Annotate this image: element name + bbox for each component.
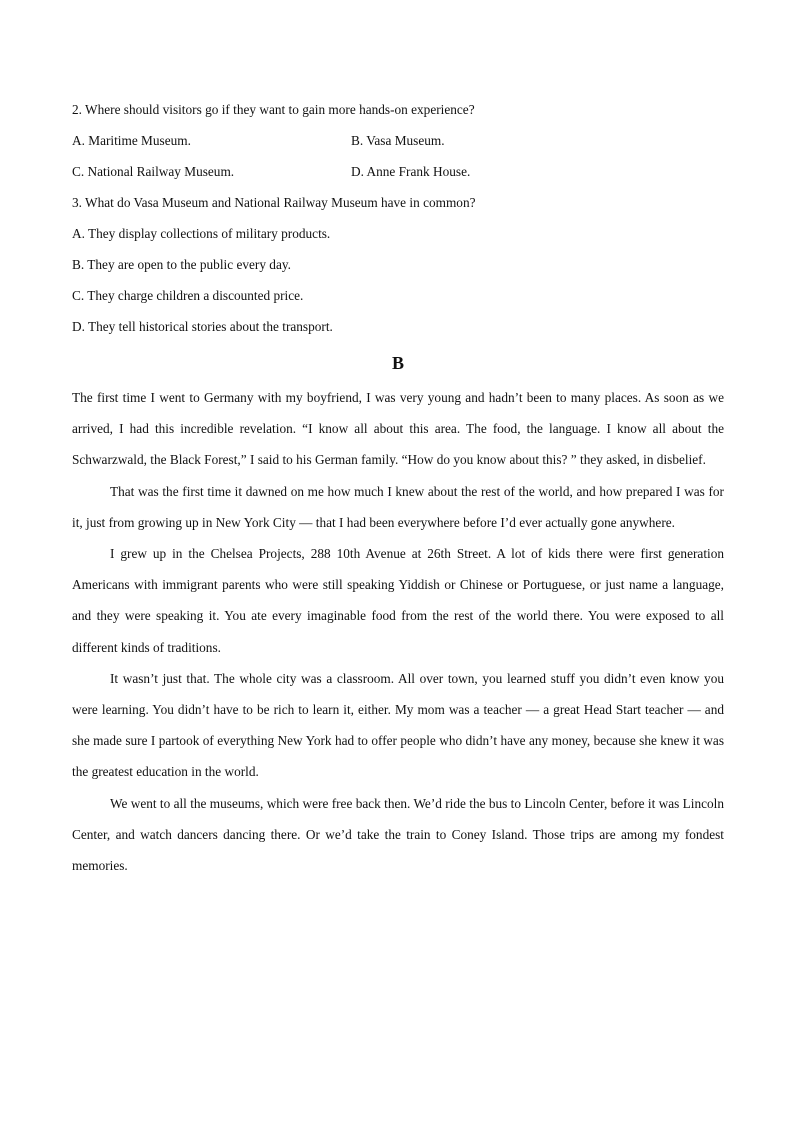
- document-page: [72, 100, 724, 881]
- question-3-option-d: D. They tell historical stories about the transport.: [72, 319, 333, 334]
- question-2-option-c: C. National Railway Museum.: [72, 164, 235, 179]
- section-b-passage: [72, 382, 724, 881]
- question-2-option-a: A. Maritime Museum.: [72, 133, 191, 148]
- question-3-option-a: A. They display collections of military products.: [72, 226, 331, 241]
- question-3-stem: 3. What do Vasa Museum and National Railway Museum have in common?: [72, 195, 476, 210]
- passage-paragraph-4: It wasn’t just that. The whole city was a classroom. All over town, you learned stuff you didn’t even know you were learning. You didn’t have to be rich to learn it, either. My mom was a teacher — a great Head Start teacher — and she made sure I partook of everything New York had to offer people who didn’t have any money, because she knew it was the greatest education in the world.: [72, 670, 724, 780]
- question-2-options-row-2: [72, 162, 724, 182]
- question-2-option-b: B. Vasa Museum.: [351, 133, 445, 148]
- passage-paragraph-5: We went to all the museums, which were free back then. We’d ride the bus to Lincoln Center, before it was Lincoln Center, and watch dancers dancing there. Or we’d take the train to Coney Island. Those trips are among my fondest memories.: [72, 795, 724, 874]
- question-2-stem: 2. Where should visitors go if they want to gain more hands-on experience?: [72, 102, 475, 117]
- question-2-options-row-1: [72, 131, 724, 151]
- section-b-title: B: [391, 353, 404, 373]
- question-3-option-b: B. They are open to the public every day.: [72, 257, 291, 272]
- passage-paragraph-2: That was the first time it dawned on me how much I knew about the rest of the world, and how prepared I was for it, just from growing up in New York City — that I had been everywhere before I’d ever actually gone anywhere.: [72, 483, 724, 530]
- question-3-option-c: C. They charge children a discounted price.: [72, 288, 304, 303]
- passage-paragraph-3: I grew up in the Chelsea Projects, 288 10th Avenue at 26th Street. A lot of kids there were first generation Americans with immigrant parents who were still speaking Yiddish or Chinese or Portuguese, or just name a language, and they were speaking it. You ate every imaginable food from the rest of the world there. You were exposed to all different kinds of traditions.: [72, 546, 724, 655]
- passage-paragraph-1: The first time I went to Germany with my boyfriend, I was very young and hadn’t been to many places. As soon as we arrived, I had this incredible revelation. “I know all about this area. The food, the language. I know all about the Schwarzwald, the Black Forest,” I said to his German family. “How do you know about this? ” they asked, in disbelief.: [72, 390, 724, 468]
- question-2-option-d: D. Anne Frank House.: [351, 164, 471, 179]
